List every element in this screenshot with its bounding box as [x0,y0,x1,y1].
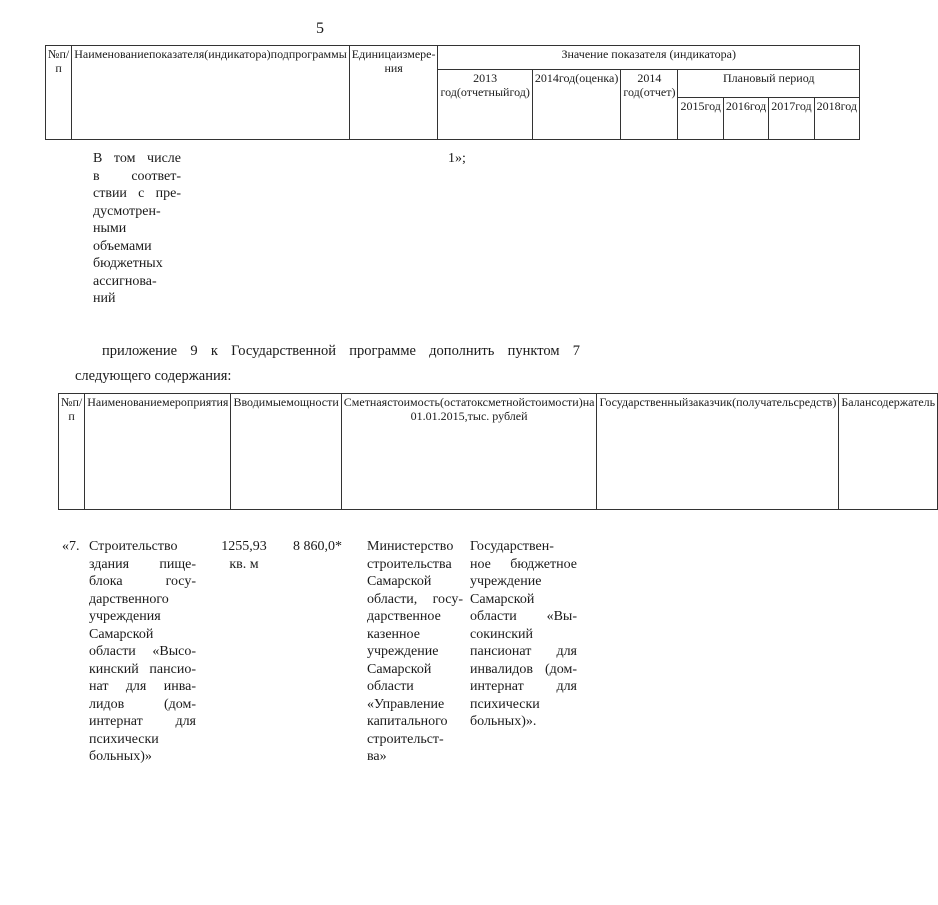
text-line: ствии с пре- [93,186,181,201]
text-line: бюджетных [93,256,163,271]
text-line: области «Вы- [470,609,577,624]
text-line: «Управление [367,696,445,712]
header-num [46,46,72,140]
activity-row-num: «7. [62,539,80,554]
header-planned-period: Плановый период [678,70,860,98]
text-line: инвалидов (дом- [470,661,577,677]
text-line: капитального [367,714,448,729]
indicator-table-header [45,45,860,140]
text-line: психически [470,696,540,712]
text-line: учреждения [89,609,161,624]
text-line: области [367,679,414,694]
paragraph-line-2: следующего содержания: [75,368,232,384]
text-line: 2014 год [623,71,662,99]
header2-cost [341,394,597,510]
text-line: (отчетный [456,84,510,99]
text-line: Балансодержатель [841,395,936,409]
text-line: (оценка) [575,71,619,85]
indicator-row-name [93,150,181,308]
text-line: год) [509,84,530,99]
text-line: 2014 [534,71,559,85]
text-line: 2016 [725,99,750,113]
text-line: кв. м [229,556,259,572]
text-line: год [840,99,858,113]
text-line: строительства [367,556,452,572]
text-line: области «Высо- [89,644,196,659]
header2-customer [597,394,839,510]
header-value-group: Значение показателя (индикатора) [438,46,860,70]
text-line: 2015 [680,99,705,113]
text-line: пансионат для [470,644,577,659]
activity-row-customer [367,538,463,766]
text-line: интернат для [470,679,577,694]
text-line: (остаток [439,395,483,409]
text-line: строительст- [367,731,444,747]
text-line: заказчик [688,395,733,409]
text-line: интернат для [89,714,196,729]
text-line: 2013 год [440,71,498,99]
text-line: (получатель [732,395,794,409]
text-line: учреждение [470,574,542,589]
header-2014-estimate [532,70,621,140]
header-unit [349,46,438,140]
text-line: подпрограммы [270,47,347,61]
header-2015 [678,98,723,140]
text-line: мощности [286,395,339,409]
header-2016 [723,98,768,140]
text-line: области, госу- [367,591,463,607]
activity-row-name [89,538,196,766]
activity-row-cost: 8 860,0* [293,539,342,554]
text-line: тыс. рублей [467,408,528,423]
text-line: больных)». [470,714,537,729]
header2-holder [839,394,938,510]
text-line: п/п [68,395,83,423]
indicator-row-value: 1»; [448,151,466,166]
activity-row-holder [470,538,577,731]
text-line: измере- [396,47,436,61]
text-line: п/п [55,47,70,75]
text-line: дусмотрен- [93,203,161,219]
text-line: больных)» [89,749,152,764]
text-line: лидов (дом- [89,696,196,712]
header2-capacity [231,394,341,510]
page-number: 5 [316,20,324,37]
text-line: показателя [148,47,205,61]
text-line: ния [384,60,403,75]
text-line: сметной [482,395,525,409]
text-line: Самарской [470,591,535,607]
text-line: 2018 [816,99,841,113]
text-line: Государствен- [470,539,554,554]
text-line: мероприятия [161,395,229,409]
text-line: Наименование [74,47,149,61]
text-line: Самарской [367,661,432,677]
text-line: год [795,99,812,113]
text-line: Самарской [367,574,432,589]
text-line: сокинский [470,626,533,642]
header2-activity-name [85,394,231,510]
text-line: год [749,99,767,113]
text-line: ассигнова- [93,273,157,289]
text-line: № [61,395,73,409]
text-line: (индикатора) [204,47,271,61]
text-line: дарственное [367,609,441,624]
header-2014-report [621,70,678,140]
text-line: Наименование [87,395,162,409]
text-line: дарственного [89,591,169,607]
text-line: Строительство [89,539,178,554]
activity-row-capacity [212,538,276,573]
text-line: стоимости) [524,395,583,409]
text-line: объемами [93,238,152,254]
text-line: год [704,99,721,113]
text-line: ными [93,221,127,236]
text-line: год [558,71,576,85]
text-line: казенное [367,626,420,642]
text-line: Государственный [599,395,689,409]
text-line: психически [89,731,159,747]
text-line: 1255,93 [221,539,267,554]
text-line: Министерство [367,539,454,554]
text-line: № [48,47,60,61]
text-line: Вводимые [233,395,287,409]
text-line: Самарской [89,626,154,642]
text-line: нат для инва- [89,679,196,694]
text-line: средств) [793,395,837,409]
text-line: Единица [351,47,397,61]
text-line: учреждение [367,644,439,659]
text-line: (отчет) [639,84,676,99]
text-line: здания пище- [89,556,196,572]
text-line: кинский пансио- [89,661,196,677]
text-line: блока госу- [89,574,196,589]
text-line: Сметная [343,395,388,409]
paragraph-line-1: приложение 9 к Государственной программе дополнить пунктом 7 [102,343,580,359]
header-indicator-name [72,46,350,140]
text-line: ний [93,291,116,306]
text-line: ное бюджетное [470,556,577,572]
text-line: 2017 [771,99,796,113]
header-2013 [438,70,532,140]
header-2018 [814,98,859,140]
activity-table-header [58,393,938,510]
text-line: на 01.01.2015, [410,395,595,423]
header2-num [59,394,85,510]
header-2017 [769,98,814,140]
text-line: ва» [367,749,387,764]
text-line: в соответ- [93,168,181,184]
text-line: В том числе [93,151,181,166]
text-line: стоимость [387,395,440,409]
